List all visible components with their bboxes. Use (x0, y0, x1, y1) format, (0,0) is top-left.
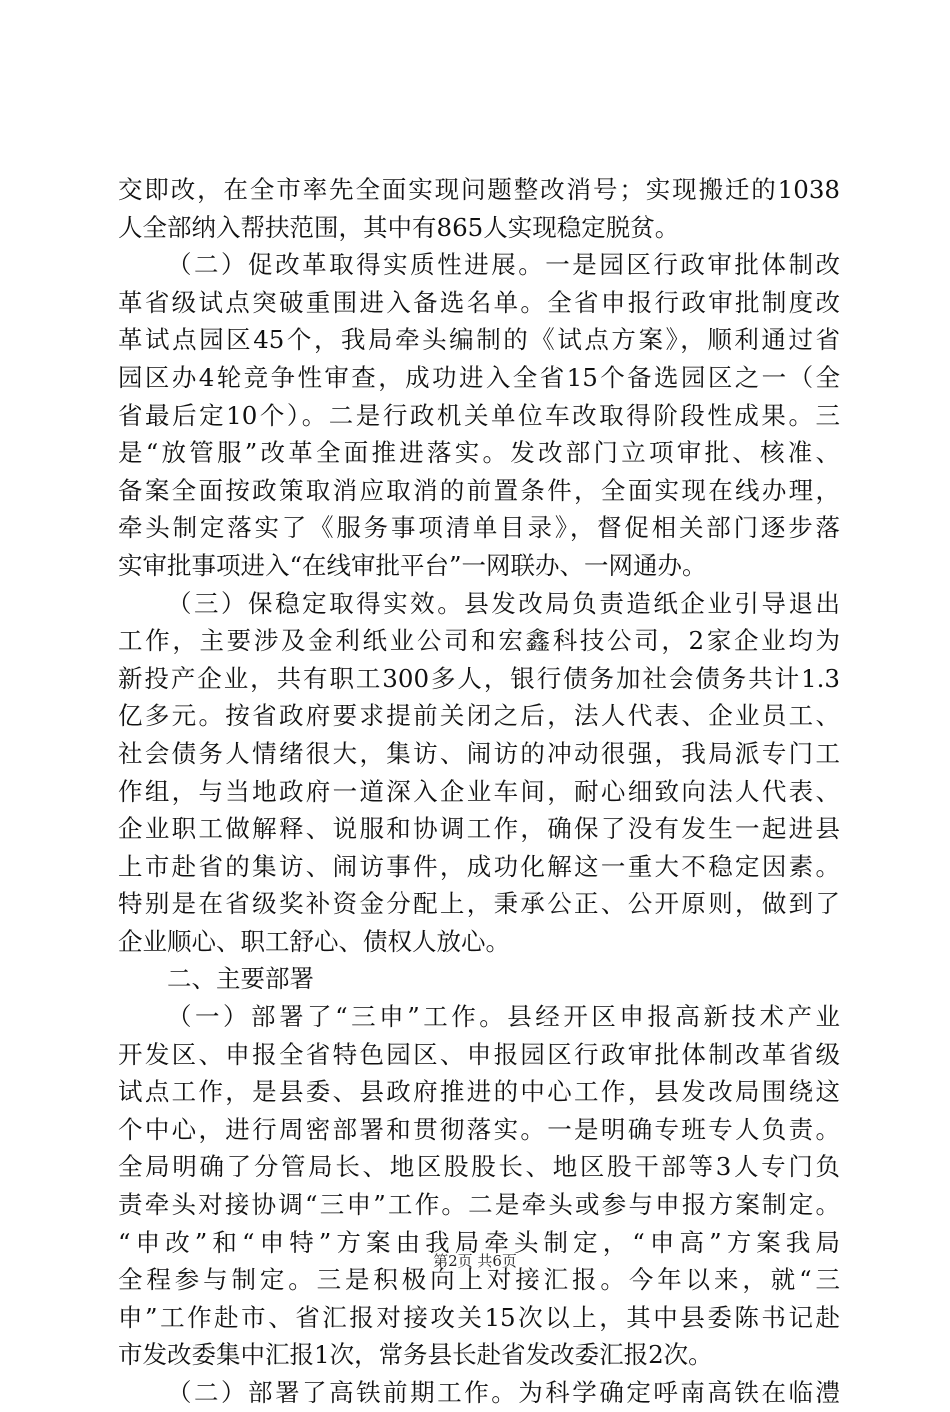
text-line: 革省级试点突破重围进入备选名单。全省申报行政审批制度改 (118, 287, 840, 317)
text-line: 开发区、申报全省特色园区、申报园区行政审批体制改革省级 (118, 1039, 840, 1069)
text-line: 革试点园区45个，我局牵头编制的《试点方案》，顺利通过省 (118, 325, 840, 355)
text-line: 二、主要部署 (167, 964, 314, 994)
document-body (118, 171, 840, 1412)
text-line: 是“放管服”改革全面推进落实。发改部门立项审批、核准、 (118, 438, 840, 468)
text-line: 市发改委集中汇报1次，常务县长赴省发改委汇报2次。 (118, 1340, 713, 1370)
text-line: 企业职工做解释、说服和协调工作，确保了没有发生一起进县 (118, 814, 840, 844)
text-line: （三）保稳定取得实效。县发改局负责造纸企业引导退出 (167, 588, 840, 618)
text-line: 上市赴省的集访、闹访事件，成功化解这一重大不稳定因素。 (118, 851, 840, 881)
text-line: 试点工作，是县委、县政府推进的中心工作，县发改局围绕这 (118, 1077, 840, 1107)
text-line: 园区办4轮竞争性审查，成功进入全省15个备选园区之一（全 (118, 362, 840, 392)
text-line: 企业顺心、职工舒心、债权人放心。 (118, 926, 510, 956)
page-footer: 第2页 共6页 (433, 1252, 517, 1270)
text-line: 社会债务人情绪很大，集访、闹访的冲动很强，我局派专门工 (118, 738, 840, 768)
text-line: 牵头制定落实了《服务事项清单目录》，督促相关部门逐步落 (118, 513, 840, 543)
text-line: 新投产企业，共有职工300多人，银行债务加社会债务共计1.3 (118, 663, 840, 693)
text-line: （一）部署了“三申”工作。县经开区申报高新技术产业 (167, 1002, 840, 1032)
text-line: 作组，与当地政府一道深入企业车间，耐心细致向法人代表、 (118, 776, 840, 806)
text-line: （二）部署了高铁前期工作。为科学确定呼南高铁在临澧 (167, 1378, 840, 1407)
text-line: 特别是在省级奖补资金分配上，秉承公正、公开原则，做到了 (118, 889, 840, 919)
text-line: 人全部纳入帮扶范围，其中有865人实现稳定脱贫。 (118, 212, 680, 242)
text-line: “申改”和“申特”方案由我局牵头制定，“申高”方案我局 (118, 1227, 840, 1257)
text-line: 全程参与制定。三是积极向上对接汇报。今年以来，就“三 (118, 1265, 840, 1295)
text-line: 申”工作赴市、省汇报对接攻关15次以上，其中县委陈书记赴 (118, 1302, 840, 1332)
text-line: 备案全面按政策取消应取消的前置条件，全面实现在线办理， (118, 475, 840, 505)
text-line: 交即改，在全市率先全面实现问题整改消号；实现搬迁的1038 (118, 175, 840, 204)
text-line: 省最后定10个）。二是行政机关单位车改取得阶段性成果。三 (118, 400, 840, 430)
text-line: 责牵头对接协调“三申”工作。二是牵头或参与申报方案制定。 (118, 1190, 840, 1220)
text-line: 全局明确了分管局长、地区股股长、地区股干部等3人专门负 (118, 1152, 840, 1182)
text-line: （二）促改革取得实质性进展。一是园区行政审批体制改 (167, 250, 840, 280)
text-line: 亿多元。按省政府要求提前关闭之后，法人代表、企业员工、 (118, 701, 840, 731)
text-line: 工作，主要涉及金利纸业公司和宏鑫科技公司，2家企业均为 (118, 626, 840, 656)
text-line: 实审批事项进入“在线审批平台”一网联办、一网通办。 (118, 550, 707, 580)
text-line: 个中心，进行周密部署和贯彻落实。一是明确专班专人负责。 (118, 1114, 840, 1144)
